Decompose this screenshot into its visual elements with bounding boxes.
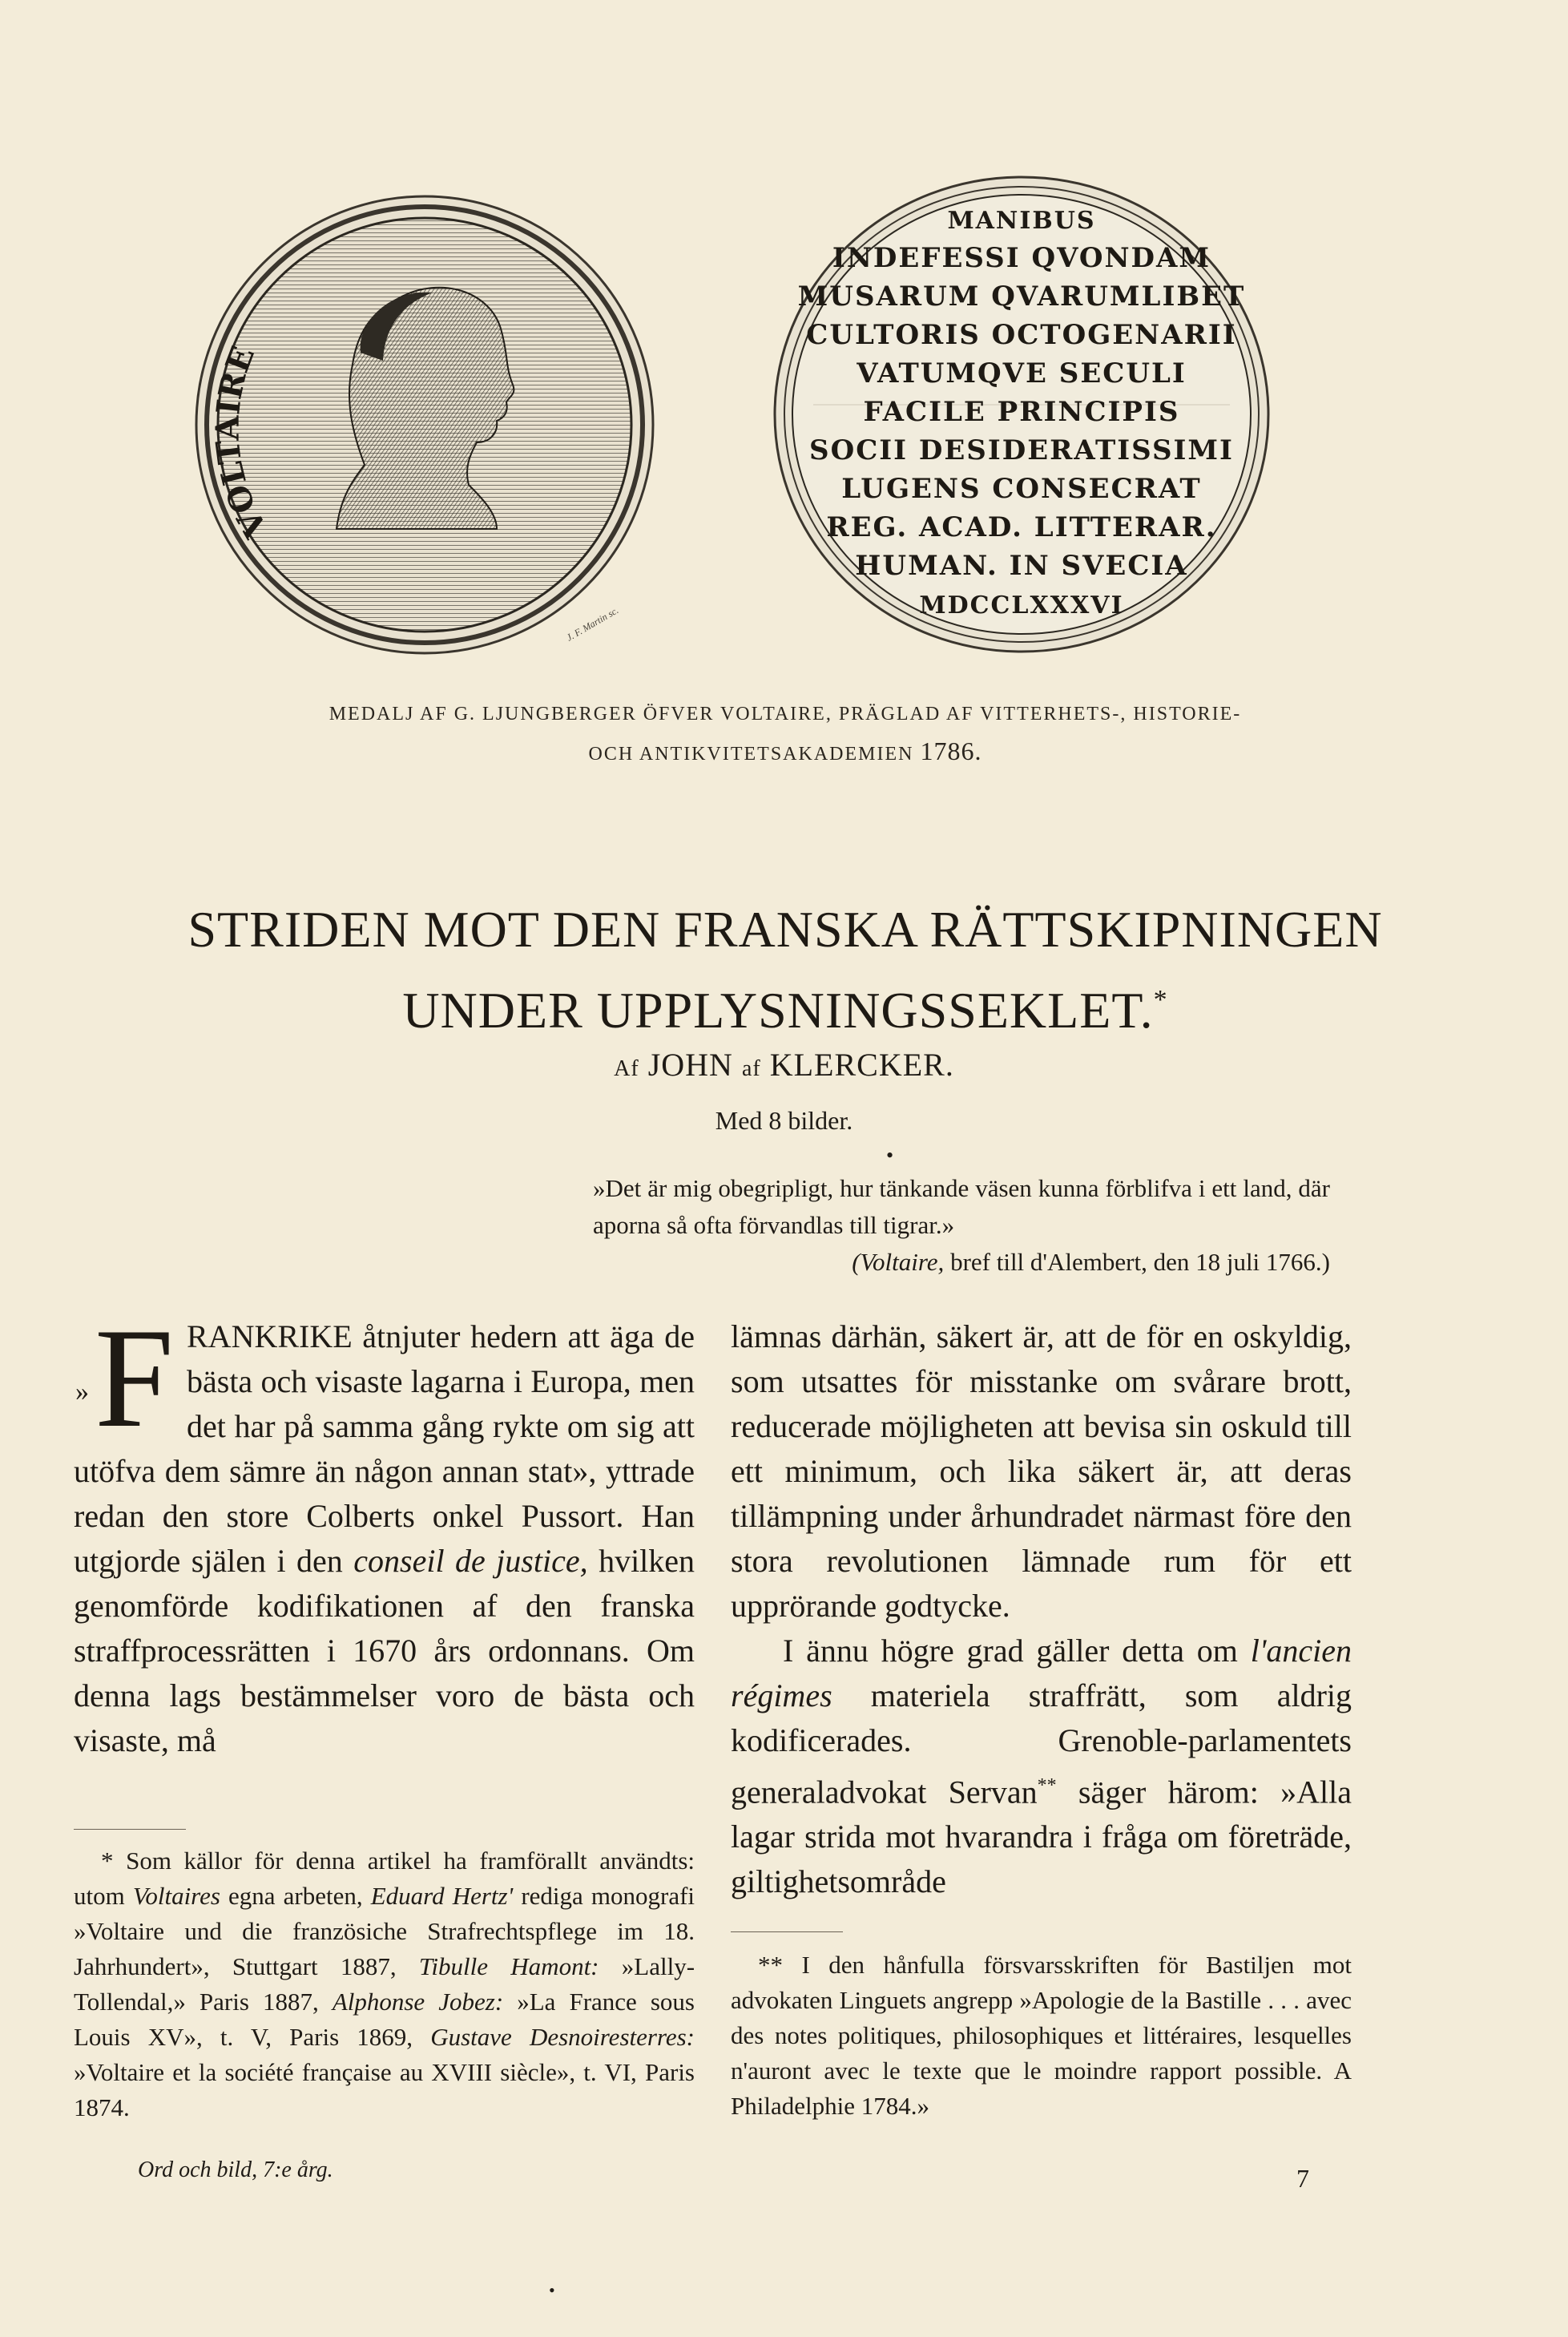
epigraph-quote: »Det är mig obegripligt, hur tänkande väsen kunna förblifva i ett land, där aporna så ofta förvandlas till tigrar.» [593, 1174, 1330, 1239]
footnote-span: I den hånfulla försvarsskriften för Bastiljen mot advokaten Linguets angrepp »Apologie de la Bastille . . . avec des notes politiques, philosophiques et littéraires, lesquelles n'auront avec le texte que le moindre rapport possible. A Philadelphie 1784.» [731, 1951, 1352, 2120]
voltaire-portrait-medal [192, 192, 665, 665]
epigraph [593, 1170, 1330, 1281]
body-column-right [731, 1314, 1352, 1904]
caption-line-1: MEDALJ AF G. LJUNGBERGER ÖFVER VOLTAIRE, PRÄGLAD AF VITTERHETS-, HISTORIE- [329, 704, 1242, 725]
footnote-reference: ** [1037, 1775, 1057, 1796]
epigraph-attribution [593, 1244, 1330, 1281]
footnote-emphasis: Voltaires [132, 1882, 220, 1910]
caption-line-2 [144, 733, 1426, 773]
body-text: materiela straffrätt, som aldrig kodificerades. Grenoble-parlamentets generaladvokat Servan [731, 1677, 1352, 1810]
body-paragraph: lämnas därhän, säkert är, att de för en oskyldig, som utsattes för misstanke om svårare brott, reducerade möjligheten att bevisa sin oskuld till ett minimum, och lika säkert är, att deras tillämpning under århundradet närmast före den stora revolutionen lämnade rum för ett upprörande godtycke. [731, 1318, 1352, 1624]
illustrations-note: Med 8 bilder. [715, 1106, 853, 1135]
ornament-dot: • [886, 1144, 894, 1167]
byline-af-particle: af [741, 1056, 761, 1081]
footnote-span: »La France sous Louis XV», t. V, Paris 1869, [74, 1988, 695, 2051]
caption-year: 1786. [920, 737, 982, 765]
drop-cap: F [95, 1298, 174, 1457]
inscription-line: MANIBUS [947, 207, 1096, 235]
footnote-emphasis: Gustave Desnoiresterres: [430, 2023, 695, 2051]
inscription-line: MUSARUM QVARUMLIBET [797, 281, 1246, 313]
medal-caption [144, 696, 1426, 773]
body-paragraph [731, 1629, 1352, 1904]
engraver-signature: J. F. Martin sc. [564, 604, 621, 644]
inscription-line: INDEFESSI QVONDAM [832, 242, 1211, 274]
inscription-line: SOCII DESIDERATISSIMI [809, 434, 1234, 466]
footnote-emphasis: Eduard Hertz' [370, 1882, 514, 1910]
footnote-span: »Voltaire et la société française au XVIII siècle», t. VI, Paris 1874. [74, 2058, 695, 2121]
byline-firstname: JOHN [647, 1047, 733, 1083]
title-line-1: STRIDEN MOT DEN FRANSKA RÄTTSKIPNINGEN [187, 901, 1383, 958]
footnote-text [731, 1948, 1352, 2124]
article-title [80, 894, 1490, 1046]
inscription-line: HUMAN. IN SVECIA [855, 550, 1188, 582]
inscription-line: CULTORIS OCTOGENARII [806, 319, 1237, 351]
footnote-text [74, 1843, 695, 2125]
title-line-2-text: UNDER UPPLYSNINGSSEKLET. [402, 982, 1154, 1039]
inscription-line: FACILE PRINCIPIS [863, 396, 1180, 428]
title-footnote-mark: * [1153, 985, 1168, 1015]
byline [0, 1046, 1568, 1084]
signature-mark: Ord och bild, 7:e årg. [138, 2157, 333, 2182]
footnote-rule-right [731, 1931, 843, 1932]
title-line-2 [80, 965, 1490, 1046]
footnote-emphasis: Alphonse Jobez: [332, 1988, 504, 2016]
inscription-line: VATUMQVE SECULI [857, 357, 1187, 390]
ornament-dot-bottom: • [549, 2280, 555, 2300]
inscription-medal-graphic [765, 164, 1278, 661]
body-text: säger härom: »Alla lagar strida mot hvarandra i fråga om företräde, giltighetsområde [731, 1774, 1352, 1900]
caption-academy: OCH ANTIKVITETSAKADEMIEN [588, 744, 914, 765]
byline-surname: KLERCKER. [769, 1047, 954, 1083]
inscription-line: LUGENS CONSECRAT [841, 473, 1202, 505]
epigraph-author: (Voltaire, [852, 1248, 945, 1276]
footnote-span: »Lally-Tollendal,» Paris 1887, [74, 1952, 695, 2016]
opening-quote-mark: » [75, 1377, 89, 1407]
footnote-emphasis: Tibulle Hamont: [418, 1952, 599, 1980]
body-emphasis: l'ancien régimes [731, 1633, 1352, 1713]
inscription-medal [765, 164, 1278, 661]
footnote-span: rediga monografi »Voltaire und die französiche Strafrechtspflege im 18. Jahrhundert», Stuttgart 1887, [74, 1882, 695, 1980]
footnote-mark: * [101, 1847, 114, 1875]
body-text: I ännu högre grad gäller detta om [783, 1633, 1238, 1669]
epigraph-source: bref till d'Alembert, den 18 juli 1766.) [950, 1248, 1330, 1276]
footnote-span: Som källor för denna artikel ha framförallt användts: utom [74, 1847, 695, 1910]
body-text: RANKRIKE åtnjuter hedern att äga de bästa och visaste lagarna i Europa, men det har på samma gång rykte om sig att utöfva dem sämre än någon annan stat», yttrade redan den store Colberts onkel Pussort. Han utgjorde själen i den [74, 1318, 695, 1579]
body-column-left [74, 1298, 695, 1763]
footnote-bastille [731, 1948, 1352, 2124]
page-number: 7 [1296, 2164, 1309, 2193]
footnote-rule-left [74, 1829, 186, 1830]
medal-inscription [798, 207, 1246, 620]
medal-legend: VOLTAIRE [208, 341, 276, 544]
body-paragraph [74, 1298, 695, 1763]
footnote-span: egna arbeten, [228, 1882, 363, 1910]
footnote-sources [74, 1843, 695, 2125]
inscription-line: MDCCLXXXVI [919, 591, 1124, 620]
body-text: hvilken genomförde kodifikationen af den franska straffprocessrätten i 1670 års ordonnans. Om denna lags bestämmelser voro de bästa och visaste, må [74, 1543, 695, 1758]
byline-af: Af [614, 1056, 639, 1081]
body-emphasis: conseil de justice, [353, 1543, 588, 1579]
inscription-line: REG. ACAD. LITTERAR. [826, 511, 1217, 543]
footnote-mark: ** [758, 1951, 783, 1979]
portrait-medal-graphic [192, 192, 665, 665]
